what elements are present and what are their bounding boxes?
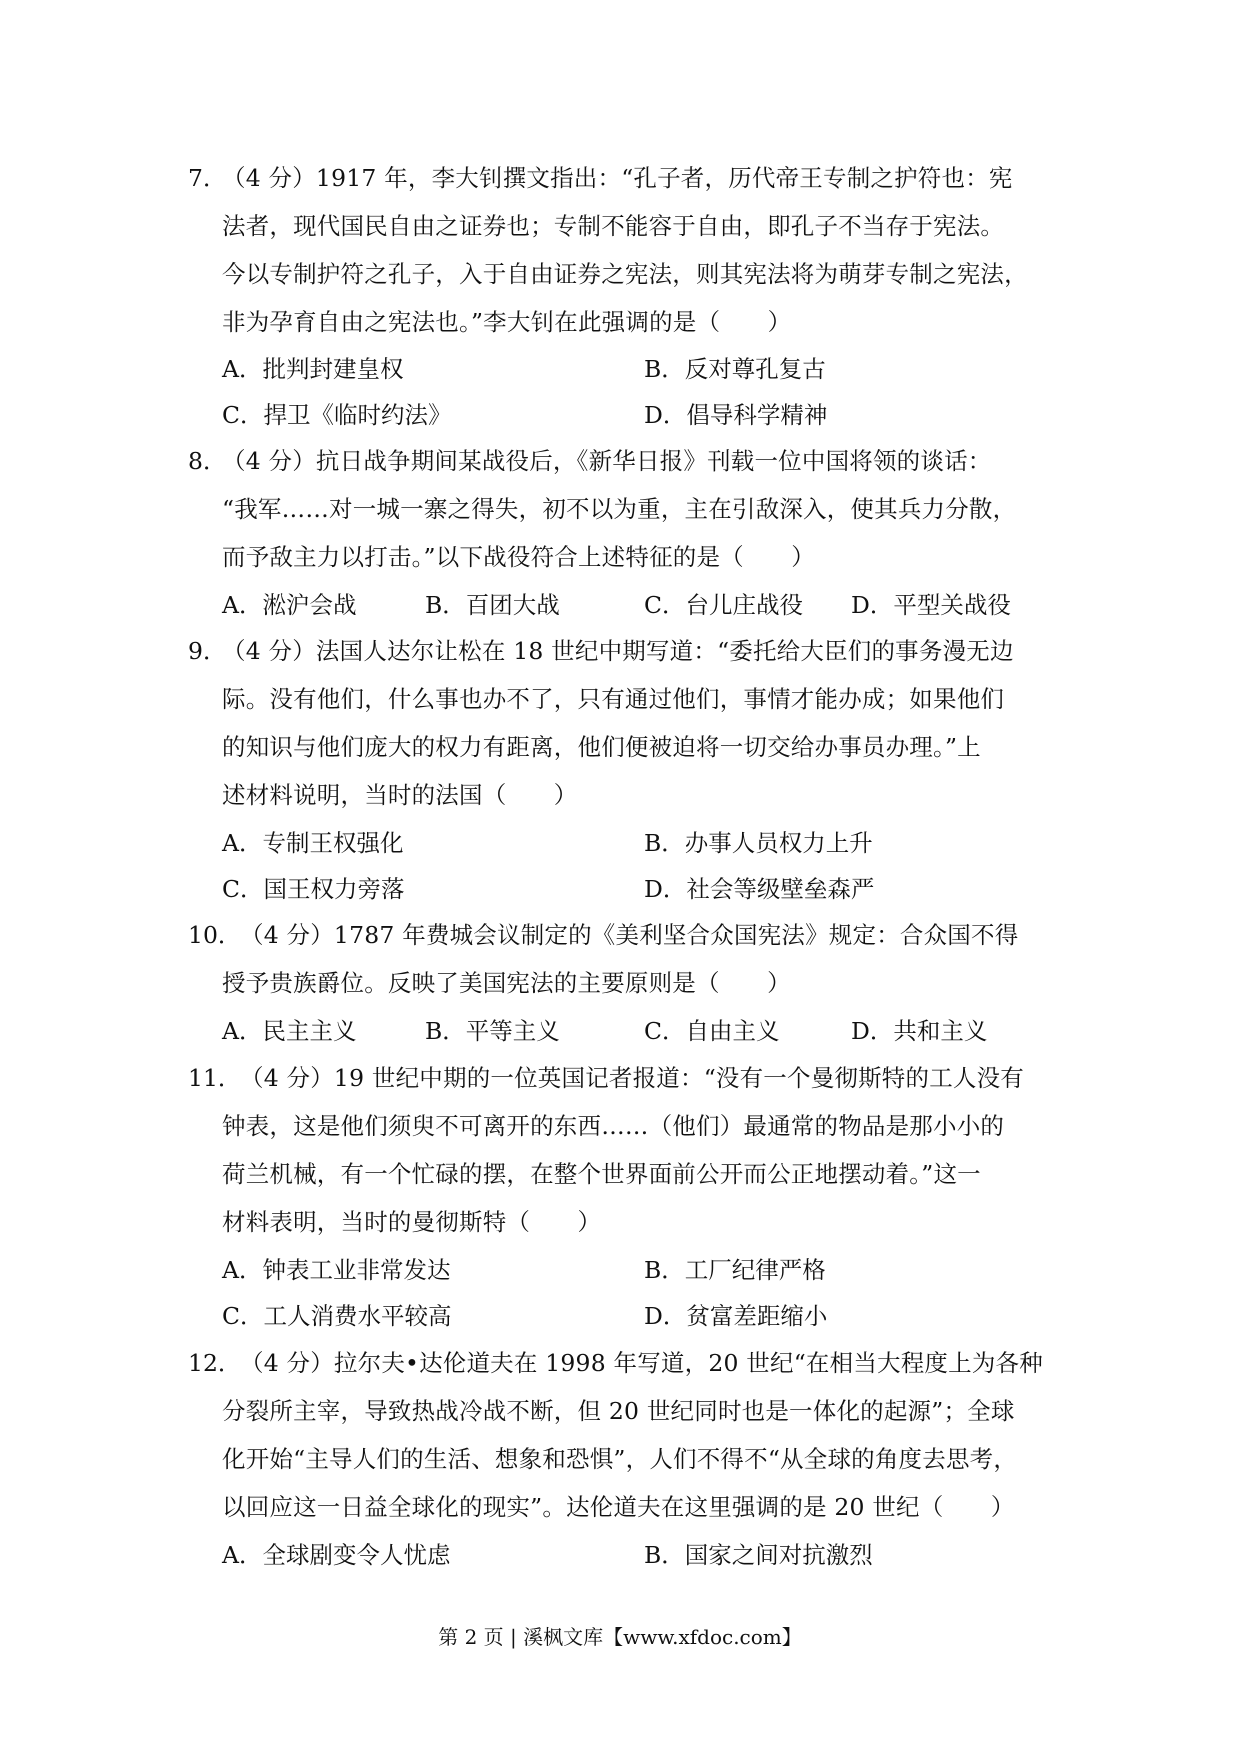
option-d: D．贫富差距缩小 bbox=[644, 1302, 828, 1330]
option-b: B．工厂纪律严格 bbox=[644, 1256, 826, 1284]
option-a: A．批判封建皇权 bbox=[222, 355, 404, 383]
question-text-line: “我军……对一城一寨之得失，初不以为重，主在引敌深入，使其兵力分散， bbox=[222, 495, 1017, 523]
question-text-line: （4 分）法国人达尔让松在 18 世纪中期写道：“委托给大臣们的事务漫无边 bbox=[222, 637, 1014, 665]
option-d: D．倡导科学精神 bbox=[644, 401, 828, 429]
question-text-line: 今以专制护符之孔子，入于自由证券之宪法，则其宪法将为萌芽专制之宪法， bbox=[222, 260, 1028, 288]
option-c: C．捍卫《临时约法》 bbox=[222, 401, 452, 429]
option-d: D．平型关战役 bbox=[851, 591, 1011, 619]
option-d: D．共和主义 bbox=[851, 1017, 988, 1045]
option-a: A．全球剧变令人忧虑 bbox=[222, 1541, 451, 1569]
option-a: A．民主主义 bbox=[222, 1017, 357, 1045]
question-text-line: 而予敌主力以打击。”以下战役符合上述特征的是（ ） bbox=[222, 543, 815, 571]
question-text-line: 的知识与他们庞大的权力有距离，他们便被迫将一切交给办事员办理。”上 bbox=[222, 733, 981, 761]
question-text-line: （4 分）19 世纪中期的一位英国记者报道：“没有一个曼彻斯特的工人没有 bbox=[240, 1064, 1025, 1092]
option-d: D．社会等级壁垒森严 bbox=[644, 875, 875, 903]
option-a: A．淞沪会战 bbox=[222, 591, 357, 619]
option-c: C．台儿庄战役 bbox=[644, 591, 803, 619]
question-text-line: 化开始“主导人们的生活、想象和恐惧”，人们不得不“从全球的角度去思考， bbox=[222, 1445, 1018, 1473]
option-b: B．百团大战 bbox=[425, 591, 560, 619]
question-text-line: 法者，现代国民自由之证券也；专制不能容于自由，即孔子不当存于宪法。 bbox=[222, 212, 1005, 240]
question-text-line: （4 分）1917 年，李大钊撰文指出：“孔子者，历代帝王专制之护符也：宪 bbox=[222, 164, 1013, 192]
option-b: B．国家之间对抗激烈 bbox=[644, 1541, 873, 1569]
question-number: 11． bbox=[188, 1064, 242, 1092]
question-text-line: （4 分）1787 年费城会议制定的《美利坚合众国宪法》规定：合众国不得 bbox=[240, 921, 1019, 949]
question-text-line: 材料表明，当时的曼彻斯特（ ） bbox=[222, 1208, 602, 1236]
option-c: C．自由主义 bbox=[644, 1017, 780, 1045]
page-footer: 第 2 页 | 溪枫文库【www.xfdoc.com】 bbox=[438, 1625, 802, 1649]
question-text-line: 钟表，这是他们须臾不可离开的东西……（他们）最通常的物品是那小小的 bbox=[222, 1112, 1005, 1140]
option-b: B．平等主义 bbox=[425, 1017, 560, 1045]
question-number: 12． bbox=[188, 1349, 242, 1377]
option-a: A．钟表工业非常发达 bbox=[222, 1256, 451, 1284]
question-text-line: 授予贵族爵位。反映了美国宪法的主要原则是（ ） bbox=[222, 969, 791, 997]
question-text-line: 以回应这一日益全球化的现实”。达伦道夫在这里强调的是 20 世纪（ ） bbox=[222, 1493, 1015, 1521]
option-b: B．办事人员权力上升 bbox=[644, 829, 873, 857]
option-a: A．专制王权强化 bbox=[222, 829, 404, 857]
question-text-line: 述材料说明，当时的法国（ ） bbox=[222, 781, 578, 809]
question-text-line: 际。没有他们，什么事也办不了，只有通过他们，事情才能办成；如果他们 bbox=[222, 685, 1005, 713]
question-number: 8． bbox=[188, 447, 227, 475]
question-text-line: （4 分）拉尔夫•达伦道夫在 1998 年写道，20 世纪“在相当大程度上为各种 bbox=[240, 1349, 1043, 1377]
question-text-line: 分裂所主宰，导致热战冷战不断，但 20 世纪同时也是一体化的起源”；全球 bbox=[222, 1397, 1015, 1425]
question-number: 9． bbox=[188, 637, 227, 665]
question-text-line: （4 分）抗日战争期间某战役后，《新华日报》刊载一位中国将领的谈话： bbox=[222, 447, 992, 475]
option-c: C．工人消费水平较高 bbox=[222, 1302, 452, 1330]
question-text-line: 非为孕育自由之宪法也。”李大钊在此强调的是（ ） bbox=[222, 308, 792, 336]
option-b: B．反对尊孔复古 bbox=[644, 355, 826, 383]
option-c: C．国王权力旁落 bbox=[222, 875, 405, 903]
question-number: 7． bbox=[188, 164, 227, 192]
question-text-line: 荷兰机械，有一个忙碌的摆，在整个世界面前公开而公正地摆动着。”这一 bbox=[222, 1160, 981, 1188]
question-number: 10． bbox=[188, 921, 242, 949]
